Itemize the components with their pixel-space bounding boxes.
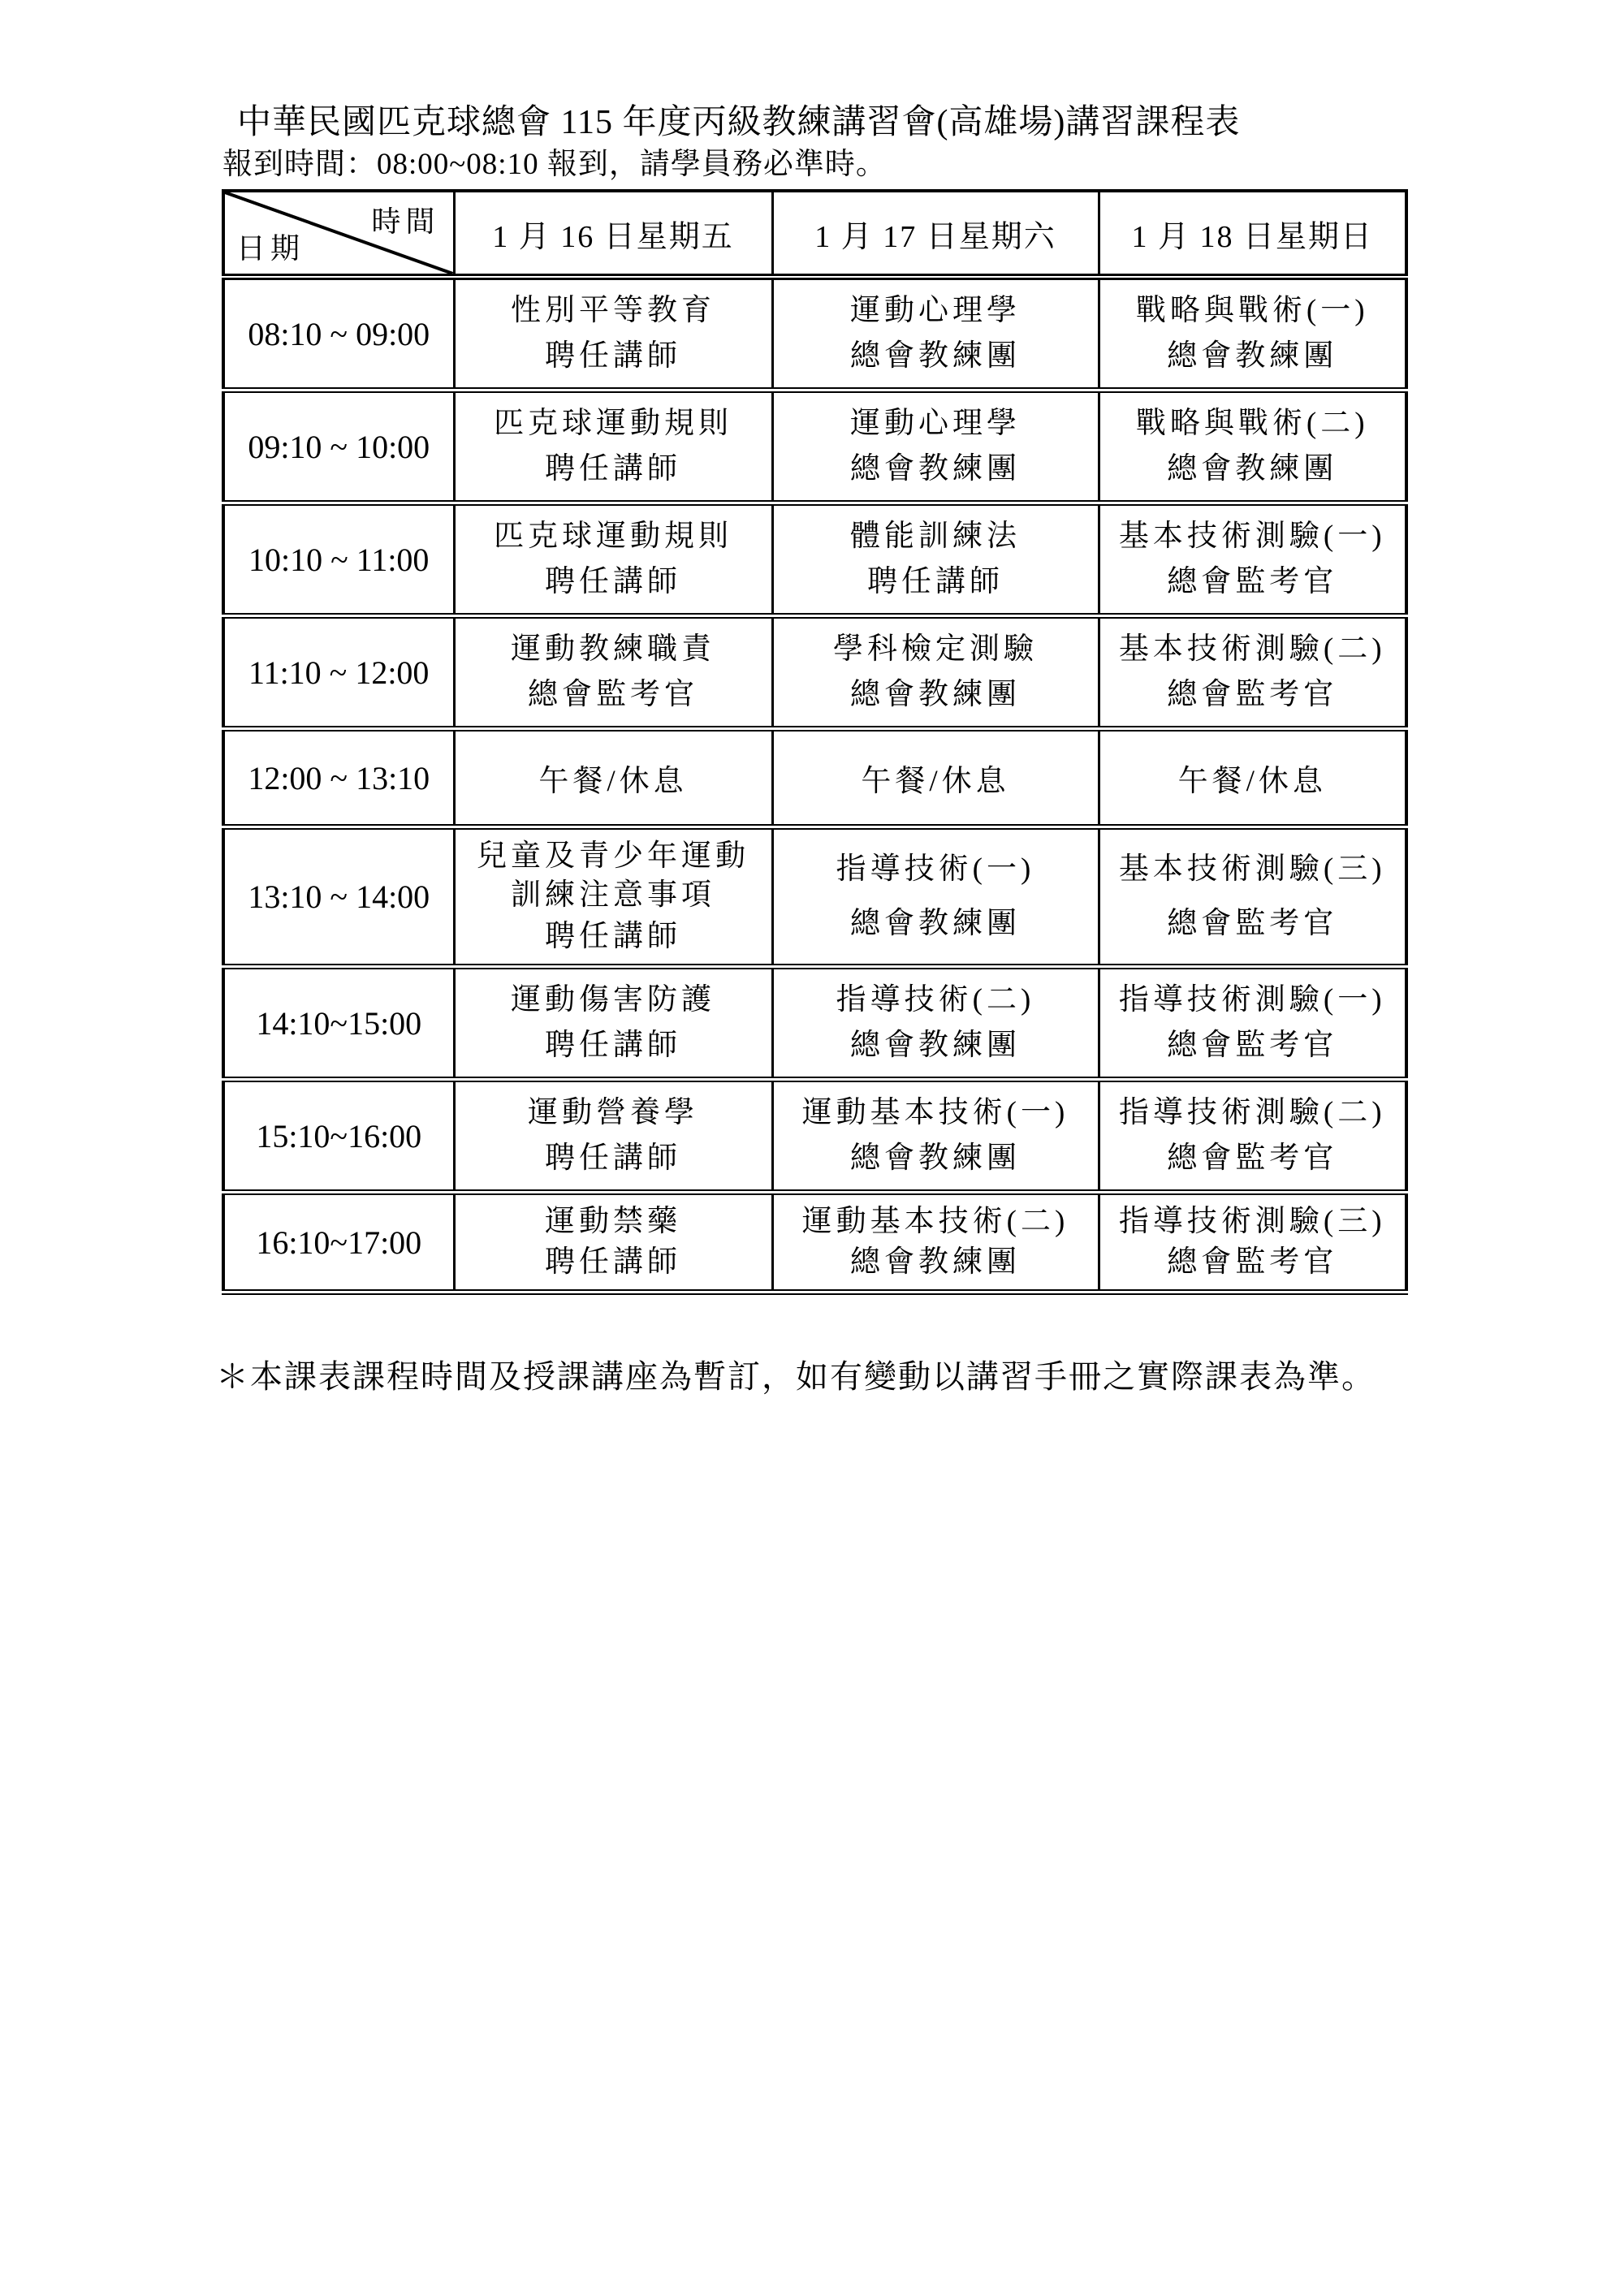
course-name: 指導技術(一) [836, 852, 1035, 886]
course-name: 體能訓練法 [850, 519, 1021, 553]
course-name: 指導技術測驗(二) [1118, 1095, 1386, 1129]
course-name: 運動基本技術(二) [801, 1204, 1069, 1238]
header-row [223, 191, 1406, 277]
course-cell [772, 1193, 1099, 1293]
lunch-label: 午餐/休息 [1177, 765, 1327, 798]
staff-name: 總會教練團 [850, 339, 1021, 373]
course-name: 戰略與戰術(二) [1135, 406, 1369, 440]
time-cell: 16:10~17:00 [223, 1193, 454, 1293]
staff-name: 總會教練團 [850, 451, 1021, 486]
staff-name: 聘任講師 [545, 564, 681, 598]
course-cell [772, 616, 1099, 729]
course-name: 運動傷害防護 [511, 982, 715, 1016]
lunch-cell [772, 729, 1099, 827]
staff-name: 總會教練團 [850, 906, 1021, 940]
course-cell [454, 503, 772, 616]
time-cell: 15:10~16:00 [223, 1080, 454, 1193]
staff-name: 總會教練團 [1167, 339, 1338, 373]
time-cell: 13:10 ~ 14:00 [223, 827, 454, 967]
course-cell [454, 1193, 772, 1293]
staff-name: 總會監考官 [1167, 1141, 1338, 1175]
corner-date-label: 日期 [236, 232, 305, 265]
course-name: 運動基本技術(一) [801, 1095, 1069, 1129]
staff-name: 總會教練團 [850, 1028, 1021, 1062]
corner-cell [223, 191, 454, 277]
corner-time-label: 時間 [371, 205, 440, 238]
schedule-row [223, 503, 1406, 616]
course-cell [772, 391, 1099, 503]
course-cell [454, 827, 772, 967]
course-cell [1099, 967, 1406, 1080]
course-cell [1099, 503, 1406, 616]
time-cell: 09:10 ~ 10:00 [223, 391, 454, 503]
course-name: 運動營養學 [528, 1095, 698, 1129]
course-name: 兒童及青少年運動訓練注意事項 [477, 839, 749, 912]
page-title: 中華民國匹克球總會 115 年度丙級教練講習會(高雄場)講習課程表 [237, 104, 1241, 141]
course-name: 運動心理學 [850, 293, 1021, 327]
schedule-row [223, 827, 1406, 967]
time-cell: 08:10 ~ 09:00 [223, 277, 454, 391]
course-name: 學科檢定測驗 [833, 632, 1038, 666]
lunch-row [223, 729, 1406, 827]
course-name: 指導技術測驗(一) [1118, 982, 1386, 1016]
course-name: 運動心理學 [850, 406, 1021, 440]
day-header-sat: 1 月 17 日星期六 [772, 191, 1099, 277]
staff-name: 總會教練團 [1167, 451, 1338, 486]
time-cell: 12:00 ~ 13:10 [223, 729, 454, 827]
course-name: 性別平等教育 [511, 293, 715, 327]
staff-name: 聘任講師 [545, 451, 681, 486]
report-time-note: 報到時間：08:00~08:10 報到，請學員務必準時。 [222, 148, 887, 181]
schedule-table [222, 189, 1408, 1295]
course-cell [454, 967, 772, 1080]
staff-name: 總會教練團 [850, 677, 1021, 711]
lunch-label: 午餐/休息 [538, 765, 688, 798]
schedule-row [223, 967, 1406, 1080]
staff-name: 聘任講師 [545, 1141, 681, 1175]
day-header-sun: 1 月 18 日星期日 [1099, 191, 1406, 277]
staff-name: 總會教練團 [850, 1245, 1021, 1280]
footnote: ＊本課表課程時間及授課講座為暫訂，如有變動以講習手冊之實際課表為準。 [216, 1358, 1376, 1395]
time-cell: 10:10 ~ 11:00 [223, 503, 454, 616]
course-cell [772, 1080, 1099, 1193]
course-name: 基本技術測驗(一) [1118, 519, 1386, 553]
staff-name: 聘任講師 [545, 1028, 681, 1062]
schedule-row [223, 1080, 1406, 1193]
course-name: 指導技術測驗(三) [1118, 1204, 1386, 1238]
course-cell [454, 616, 772, 729]
course-cell [772, 277, 1099, 391]
course-cell [1099, 616, 1406, 729]
staff-name: 總會教練團 [850, 1141, 1021, 1175]
lunch-cell [1099, 729, 1406, 827]
course-cell [454, 391, 772, 503]
course-name: 指導技術(二) [836, 982, 1035, 1016]
staff-name: 聘任講師 [545, 1245, 681, 1280]
course-cell [772, 503, 1099, 616]
time-cell: 11:10 ~ 12:00 [223, 616, 454, 729]
day-header-fri: 1 月 16 日星期五 [454, 191, 772, 277]
course-cell [772, 967, 1099, 1080]
schedule-row [223, 616, 1406, 729]
staff-name: 總會監考官 [1167, 677, 1338, 711]
course-cell [1099, 277, 1406, 391]
schedule-row [223, 277, 1406, 391]
course-name: 基本技術測驗(三) [1118, 852, 1386, 886]
course-cell [1099, 827, 1406, 967]
staff-name: 聘任講師 [545, 920, 681, 953]
course-cell [454, 277, 772, 391]
course-cell [1099, 391, 1406, 503]
staff-name: 總會監考官 [1167, 1028, 1338, 1062]
course-name: 匹克球運動規則 [494, 519, 732, 553]
time-cell: 14:10~15:00 [223, 967, 454, 1080]
course-name: 戰略與戰術(一) [1135, 293, 1369, 327]
staff-name: 總會監考官 [1167, 1245, 1338, 1280]
schedule-row [223, 1193, 1406, 1293]
staff-name: 聘任講師 [545, 339, 681, 373]
course-name: 運動教練職責 [511, 632, 715, 666]
staff-name: 聘任講師 [867, 564, 1004, 598]
course-name: 匹克球運動規則 [494, 406, 732, 440]
staff-name: 總會監考官 [1167, 906, 1338, 940]
course-name: 運動禁藥 [545, 1204, 681, 1238]
course-name: 基本技術測驗(二) [1118, 632, 1386, 666]
course-cell [772, 827, 1099, 967]
schedule-row [223, 391, 1406, 503]
staff-name: 總會監考官 [528, 677, 698, 711]
course-cell [1099, 1080, 1406, 1193]
lunch-label: 午餐/休息 [861, 765, 1010, 798]
course-cell [1099, 1193, 1406, 1293]
staff-name: 總會監考官 [1167, 564, 1338, 598]
lunch-cell [454, 729, 772, 827]
course-cell [454, 1080, 772, 1193]
